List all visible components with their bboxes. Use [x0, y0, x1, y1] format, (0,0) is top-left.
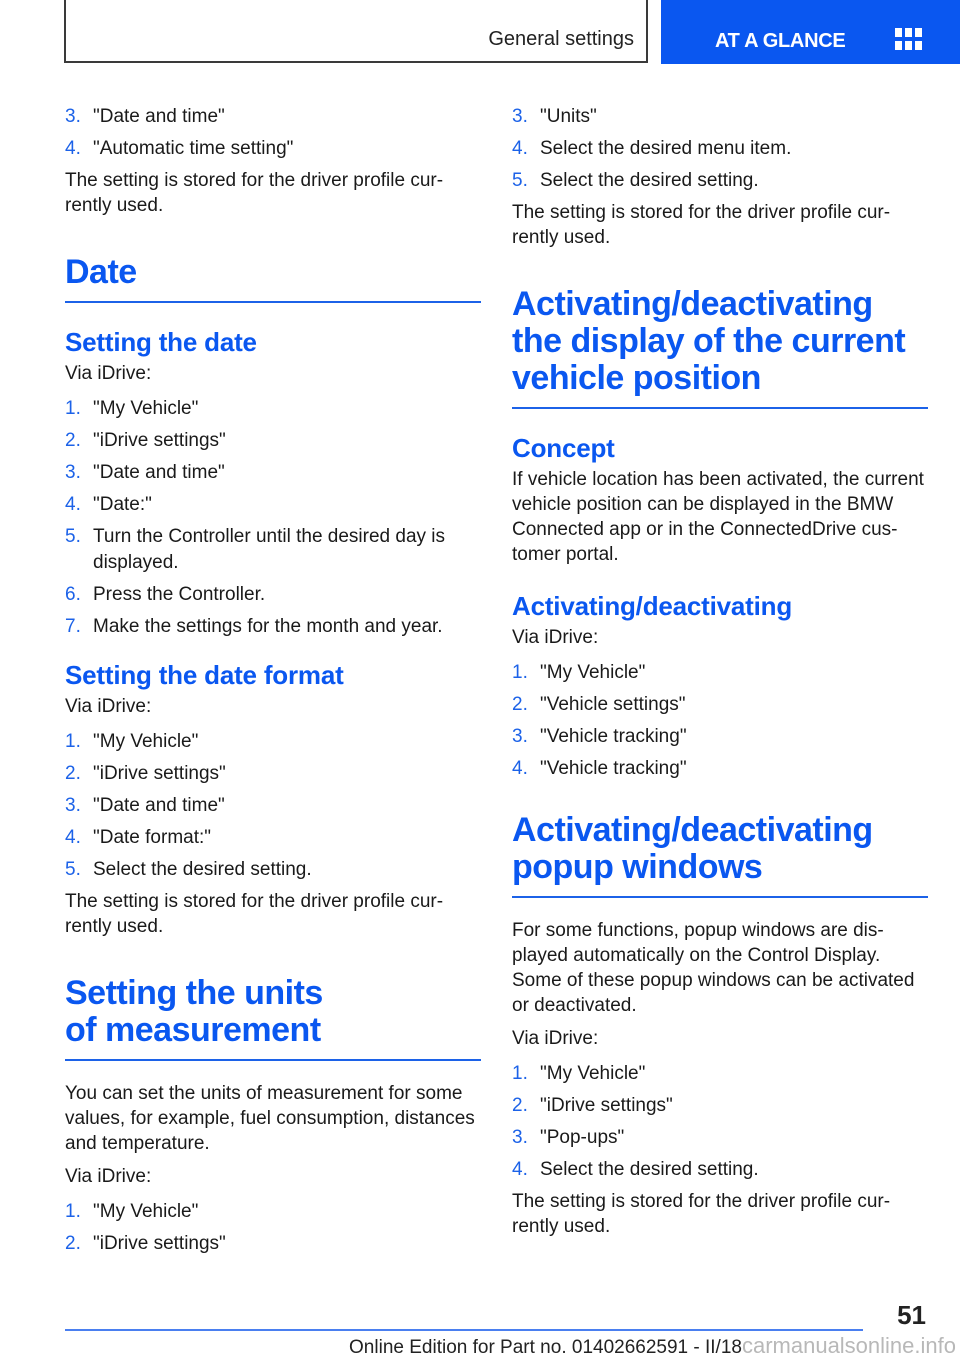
step-number: 2.: [512, 1095, 528, 1116]
step-text: "Date and time": [93, 462, 225, 483]
step-text: "My Vehicle": [93, 731, 199, 752]
step-text: "Date:": [93, 494, 152, 515]
date-format-steps: [65, 729, 481, 883]
list-item: [65, 761, 481, 787]
step-number: 3.: [65, 462, 81, 483]
intro-note: The setting is stored for the driver profile cur-rently used.: [65, 170, 444, 216]
right-column: [512, 104, 928, 1247]
list-item: [512, 1157, 928, 1183]
step-number: 2.: [65, 1233, 81, 1254]
step-number: 2.: [65, 430, 81, 451]
list-item: [512, 756, 928, 782]
list-item: [512, 1093, 928, 1119]
step-text: "Automatic time setting": [93, 138, 294, 159]
step-number: 7.: [65, 616, 81, 637]
step-text: Press the Controller.: [93, 584, 266, 605]
chapter-label: AT A GLANCE: [715, 30, 846, 52]
step-number: 1.: [65, 731, 81, 752]
step-number: 3.: [65, 106, 81, 127]
step-text: "iDrive settings": [93, 430, 226, 451]
step-text: "Vehicle settings": [540, 694, 686, 715]
list-item: [65, 1231, 481, 1257]
step-text: "Pop-ups": [540, 1127, 625, 1148]
step-number: 1.: [512, 1063, 528, 1084]
list-item: [512, 1125, 928, 1151]
list-item: [65, 614, 481, 640]
units-body: You can set the units of measurement for some values, for example, fuel consumption, distances and temperature.: [65, 1083, 475, 1154]
concept-body: If vehicle location has been activated, the current vehicle position can be displayed in the BMW Connected app or in the ConnectedDrive cus-tomer portal.: [512, 469, 924, 565]
heading-popup-windows: Activating/deactivating popup windows: [512, 812, 928, 898]
footer-divider: [65, 1329, 863, 1331]
step-number: 3.: [512, 726, 528, 747]
step-text: Select the desired setting.: [540, 1159, 759, 1180]
heading-setting-the-date-format: Setting the date format: [65, 660, 344, 690]
list-item: [512, 136, 928, 162]
via-idrive-label: Via iDrive:: [65, 696, 152, 717]
step-number: 4.: [65, 138, 81, 159]
heading-activating-deactivating: Activating/deactivating: [512, 591, 793, 621]
list-item: [512, 660, 928, 686]
step-number: 3.: [512, 1127, 528, 1148]
step-text: "iDrive settings": [540, 1095, 673, 1116]
vehicle-tracking-steps: [512, 660, 928, 782]
list-item: [65, 428, 481, 454]
list-item: [65, 524, 481, 576]
via-idrive-label: Via iDrive:: [65, 1166, 152, 1187]
step-text: Select the desired setting.: [93, 859, 312, 880]
step-number: 4.: [512, 138, 528, 159]
step-text: "My Vehicle": [93, 398, 199, 419]
section-title: General settings: [488, 28, 634, 50]
list-item: [512, 692, 928, 718]
popups-note: The setting is stored for the driver profile cur-rently used.: [512, 1191, 891, 1237]
edition-text: Online Edition for Part no. 01402662591 - II/18: [349, 1337, 742, 1358]
step-number: 2.: [65, 763, 81, 784]
list-item: [512, 724, 928, 750]
popups-body: For some functions, popup windows are dis-played automatically on the Control Display. Some of these popup windows can be activated or deactivated.: [512, 920, 915, 1016]
heading-date: Date: [65, 254, 481, 303]
list-item: [65, 136, 481, 162]
step-text: "Vehicle tracking": [540, 758, 687, 779]
footer: [0, 1333, 960, 1359]
step-text: "iDrive settings": [93, 763, 226, 784]
list-item: [512, 104, 928, 130]
step-number: 2.: [512, 694, 528, 715]
step-number: 5.: [512, 170, 528, 191]
date-format-note: The setting is stored for the driver profile cur-rently used.: [65, 891, 444, 937]
step-text: Select the desired setting.: [540, 170, 759, 191]
step-number: 1.: [65, 1201, 81, 1222]
step-number: 6.: [65, 584, 81, 605]
list-item: [65, 460, 481, 486]
heading-vehicle-position: Activating/deactivating the display of the current vehicle position: [512, 286, 928, 409]
section-header-box: [64, 0, 648, 63]
step-number: 1.: [65, 398, 81, 419]
units-steps-continued: [512, 104, 928, 194]
step-text: "Date format:": [93, 827, 212, 848]
grid-icon: [895, 28, 923, 52]
step-text: "Units": [540, 106, 597, 127]
list-item: [65, 1199, 481, 1225]
list-item: [65, 492, 481, 518]
step-text: "My Vehicle": [540, 1063, 646, 1084]
intro-steps: [65, 104, 481, 162]
step-text: "My Vehicle": [540, 662, 646, 683]
step-text: "iDrive settings": [93, 1233, 226, 1254]
step-text: "Date and time": [93, 106, 225, 127]
step-number: 4.: [65, 494, 81, 515]
units-steps: [65, 1199, 481, 1257]
popups-steps: [512, 1061, 928, 1183]
list-item: [65, 104, 481, 130]
list-item: [65, 396, 481, 422]
left-column: [65, 104, 481, 1263]
step-number: 4.: [512, 1159, 528, 1180]
via-idrive-label: Via iDrive:: [512, 1028, 599, 1049]
step-number: 4.: [65, 827, 81, 848]
units-note: The setting is stored for the driver profile cur-rently used.: [512, 202, 891, 248]
heading-setting-the-date: Setting the date: [65, 327, 257, 357]
step-number: 4.: [512, 758, 528, 779]
step-number: 1.: [512, 662, 528, 683]
heading-units-of-measurement: Setting the units of measurement: [65, 975, 481, 1061]
via-idrive-label: Via iDrive:: [65, 363, 152, 384]
step-text: Make the settings for the month and year.: [93, 616, 443, 637]
step-text: Turn the Controller until the desired day is displayed.: [93, 526, 446, 573]
setting-date-steps: [65, 396, 481, 640]
step-number: 5.: [65, 526, 81, 547]
list-item: [65, 729, 481, 755]
heading-concept: Concept: [512, 433, 615, 463]
page-number: 51: [897, 1300, 926, 1330]
list-item: [65, 857, 481, 883]
list-item: [65, 582, 481, 608]
step-number: 3.: [65, 795, 81, 816]
watermark-link[interactable]: carmanualsonline.info: [741, 1333, 956, 1358]
list-item: [65, 825, 481, 851]
list-item: [512, 168, 928, 194]
step-text: Select the desired menu item.: [540, 138, 792, 159]
list-item: [65, 793, 481, 819]
chapter-tab[interactable]: [661, 0, 960, 64]
step-text: "Date and time": [93, 795, 225, 816]
step-number: 3.: [512, 106, 528, 127]
step-number: 5.: [65, 859, 81, 880]
step-text: "My Vehicle": [93, 1201, 199, 1222]
via-idrive-label: Via iDrive:: [512, 627, 599, 648]
step-text: "Vehicle tracking": [540, 726, 687, 747]
list-item: [512, 1061, 928, 1087]
